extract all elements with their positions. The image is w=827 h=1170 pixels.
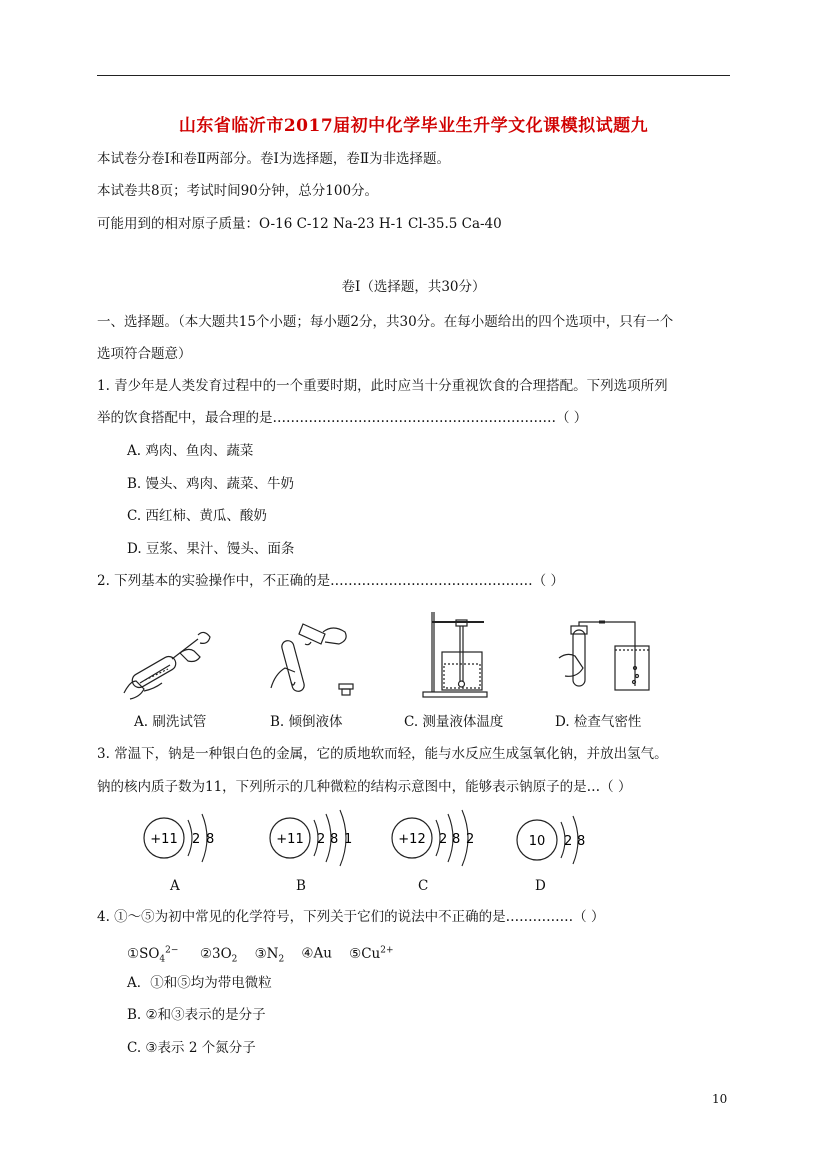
q4-option-a: A．①和⑤均为带电微粒 — [127, 975, 272, 991]
symbol-1: $①SO_4^{2-}$ — [127, 945, 179, 965]
document-title: 山东省临沂市2017届初中化学毕业生升学文化课模拟试题九 — [178, 116, 649, 136]
section-heading: 卷Ⅰ（选择题，共30分） — [341, 279, 486, 295]
atom-b-shell-1: 2 — [317, 832, 326, 847]
q1-option-b: B. 馒头、鸡肉、蔬菜、牛奶 — [127, 476, 295, 492]
header-rule — [97, 75, 730, 76]
atom-d-nucleus: 10 — [528, 834, 546, 849]
symbol-4: ④Au — [301, 945, 332, 962]
chemical-symbols-row — [127, 941, 394, 968]
q4-stem: 4. ①～⑤为初中常见的化学符号，下列关于它们的说法中不正确的是……………（ ） — [97, 909, 605, 925]
q3-stem-line-1: 3. 常温下，钠是一种银白色的金属，它的质地软而轻，能与水反应生成氢氧化钠，并放出氢气。 — [97, 746, 668, 762]
q2-caption-b: B. 倾倒液体 — [270, 714, 343, 730]
atom-diagram-a — [142, 808, 222, 868]
q2-caption-c: C. 测量液体温度 — [404, 714, 504, 730]
q1-stem-line-1: 1. 青少年是人类发育过程中的一个重要时期，此时应当十分重视饮食的合理搭配。下列选项所列 — [97, 378, 668, 394]
atom-d-shell-1: 2 — [564, 834, 573, 849]
atom-a-nucleus: +11 — [150, 832, 178, 847]
q2-stem: 2. 下列基本的实验操作中，不正确的是………………………………………（ ） — [97, 573, 564, 589]
q2-caption-d: D. 检查气密性 — [555, 714, 642, 730]
atom-label-a: A — [170, 878, 180, 894]
atom-label-d: D — [535, 878, 546, 894]
atom-b-shell-2: 8 — [330, 832, 339, 847]
atom-diagram-d — [515, 810, 595, 870]
atom-c-shell-1: 2 — [439, 832, 448, 847]
measuring-temperature-illustration — [420, 608, 490, 698]
atom-c-nucleus: +12 — [398, 832, 426, 847]
atom-c-shell-3: 2 — [466, 832, 475, 847]
q1-stem-line-2: 举的饮食搭配中，最合理的是………………………………………………………（ ） — [97, 410, 588, 426]
intro-line-2: 本试卷共8页；考试时间90分钟，总分100分。 — [97, 183, 379, 199]
atom-label-b: B — [296, 878, 306, 894]
atom-d-shell-2: 8 — [577, 834, 586, 849]
checking-airtightness-illustration — [555, 618, 660, 698]
q1-option-c: C. 西红柿、黄瓜、酸奶 — [127, 508, 267, 524]
q1-option-d: D. 豆浆、果汁、馒头、面条 — [127, 541, 295, 557]
q3-stem-line-2: 钠的核内质子数为11，下列所示的几种微粒的结构示意图中，能够表示钠原子的是…（ ） — [97, 779, 632, 795]
atom-label-c: C — [418, 878, 429, 894]
atom-b-nucleus: +11 — [276, 832, 304, 847]
q4-option-c: C. ③表示 2 个氮分子 — [127, 1040, 256, 1056]
q1-option-a: A. 鸡肉、鱼肉、蔬菜 — [127, 443, 254, 459]
atom-a-shell-1: 2 — [192, 832, 201, 847]
intro-line-3: 可能用到的相对原子质量：O-16 C-12 Na-23 H-1 Cl-35.5 Ca-40 — [97, 216, 502, 232]
atom-diagram-b — [268, 808, 363, 868]
symbol-2: $②3O_2$ — [199, 945, 238, 965]
pouring-liquid-illustration — [265, 618, 360, 698]
symbol-3: $③N_2$ — [254, 945, 285, 965]
atom-c-shell-2: 8 — [452, 832, 461, 847]
instructions-line-1: 一、选择题。（本大题共15个小题；每小题2分，共30分。在每小题给出的四个选项中，只有一个 — [97, 314, 674, 330]
instructions-line-2: 选项符合题意） — [97, 346, 192, 362]
page-number: 10 — [712, 1092, 728, 1106]
symbol-5: $⑤Cu^{2+}$ — [349, 945, 394, 962]
atom-b-shell-3: 1 — [344, 832, 353, 847]
atom-a-shell-2: 8 — [206, 832, 215, 847]
atom-diagram-c — [390, 808, 485, 868]
brushing-test-tube-illustration — [120, 625, 220, 700]
intro-line-1: 本试卷分卷Ⅰ和卷Ⅱ两部分。卷Ⅰ为选择题，卷Ⅱ为非选择题。 — [97, 151, 451, 167]
q4-option-b: B. ②和③表示的是分子 — [127, 1007, 266, 1023]
q2-caption-a: A. 刷洗试管 — [134, 714, 207, 730]
